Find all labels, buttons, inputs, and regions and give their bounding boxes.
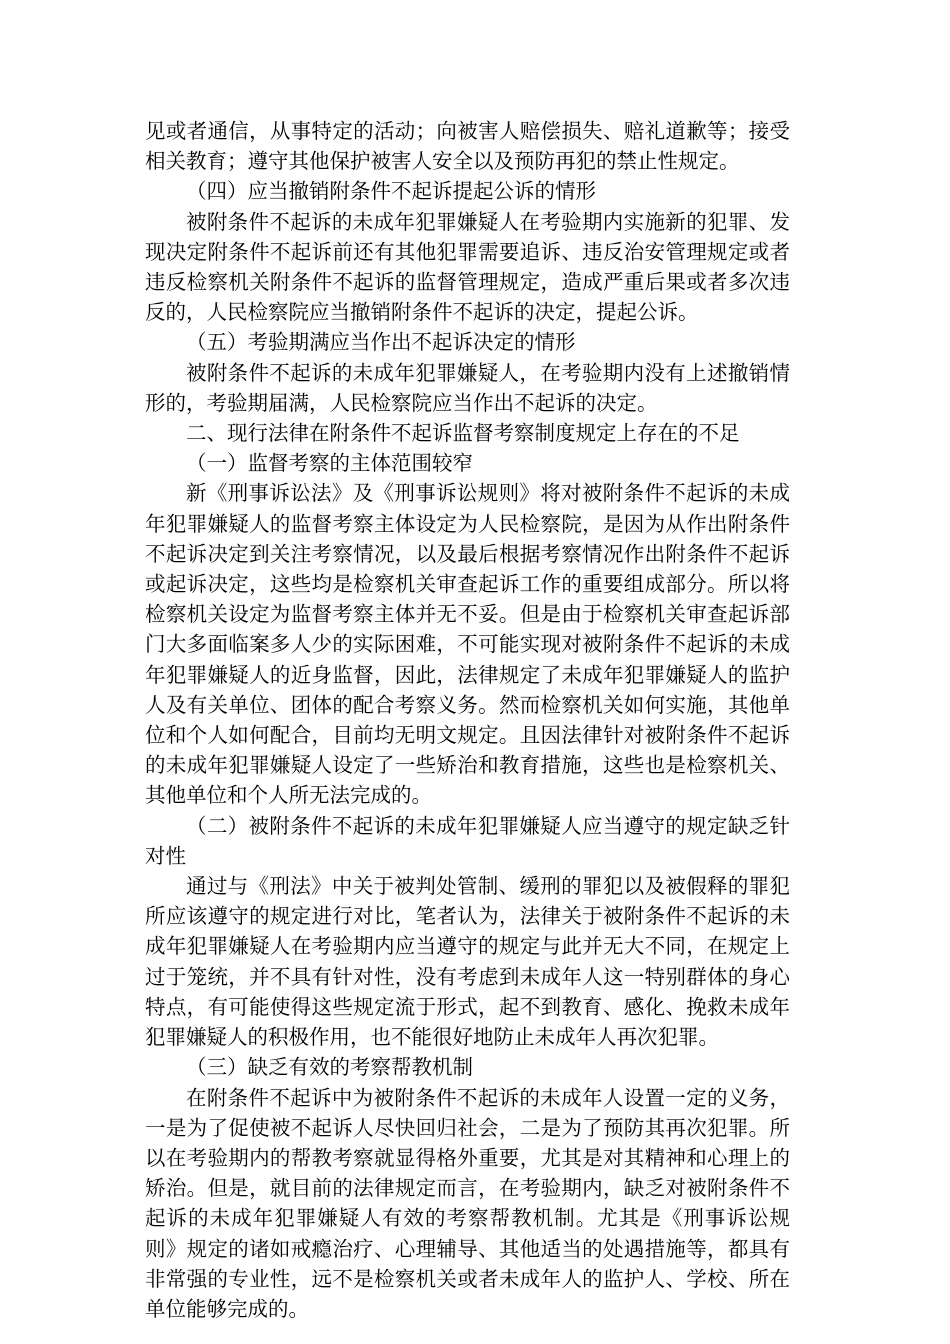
section-heading-2: 二、现行法律在附条件不起诉监督考察制度规定上存在的不足	[186, 421, 740, 446]
paragraph: 被附条件不起诉的未成年犯罪嫌疑人，在考验期内没有上述撤销情形的，考验期届满，人民检察院应当作出不起诉的决定。	[145, 360, 790, 415]
subheading-2: （二）被附条件不起诉的未成年犯罪嫌疑人应当遵守的规定缺乏针对性	[145, 813, 790, 868]
paragraph-continuation: 见或者通信，从事特定的活动；向被害人赔偿损失、赔礼道歉等；接受相关教育；遵守其他保护被害人安全以及预防再犯的禁止性规定。	[145, 119, 790, 174]
subheading-5: （五）考验期满应当作出不起诉决定的情形	[186, 330, 576, 355]
paragraph: 新《刑事诉讼法》及《刑事诉讼规则》将对被附条件不起诉的未成年犯罪嫌疑人的监督考察主体设定为人民检察院，是因为从作出附条件不起诉决定到关注考察情况，以及最后根据考察情况作出附条件不起诉或起诉决定，这些均是检察机关审查起诉工作的重要组成部分。所以将检察机关设定为监督考察主体并无不妥。但是由于检察机关审查起诉部门大多面临案多人少的实际困难，不可能实现对被附条件不起诉的未成年犯罪嫌疑人的近身监督，因此，法律规定了未成年犯罪嫌疑人的监护人及有关单位、团体的配合考察义务。然而检察机关如何实施，其他单位和个人如何配合，目前均无明文规定。且因法律针对被附条件不起诉的未成年犯罪嫌疑人设定了一些矫治和教育措施，这些也是检察机关、其他单位和个人所无法完成的。	[145, 481, 790, 808]
paragraph: 在附条件不起诉中为被附条件不起诉的未成年人设置一定的义务，一是为了促使被不起诉人尽快回归社会，二是为了预防其再次犯罪。所以在考验期内的帮教考察就显得格外重要，尤其是对其精神和心理上的矫治。但是，就目前的法律规定而言，在考验期内，缺乏对被附条件不起诉的未成年犯罪嫌疑人有效的考察帮教机制。尤其是《刑事诉讼规则》规定的诸如戒瘾治疗、心理辅导、其他适当的处遇措施等，都具有非常强的专业性，远不是检察机关或者未成年人的监护人、学校、所在单位能够完成的。	[145, 1085, 790, 1321]
paragraph: 通过与《刑法》中关于被判处管制、缓刑的罪犯以及被假释的罪犯所应该遵守的规定进行对比，笔者认为，法律关于被附条件不起诉的未成年犯罪嫌疑人在考验期内应当遵守的规定与此并无大不同，在规定上过于笼统，并不具有针对性，没有考虑到未成年人这一特别群体的身心特点，有可能使得这些规定流于形式，起不到教育、感化、挽救未成年犯罪嫌疑人的积极作用，也不能很好地防止未成年人再次犯罪。	[145, 874, 790, 1050]
document-body	[145, 116, 790, 1324]
subheading-3: （三）缺乏有效的考察帮教机制	[186, 1055, 473, 1080]
subheading-4: （四）应当撤销附条件不起诉提起公诉的情形	[186, 179, 596, 204]
subheading-1: （一）监督考察的主体范围较窄	[186, 451, 473, 476]
paragraph: 被附条件不起诉的未成年犯罪嫌疑人在考验期内实施新的犯罪、发现决定附条件不起诉前还有其他犯罪需要追诉、违反治安管理规定或者违反检察机关附条件不起诉的监督管理规定，造成严重后果或者多次违反的，人民检察院应当撤销附条件不起诉的决定，提起公诉。	[145, 209, 790, 325]
